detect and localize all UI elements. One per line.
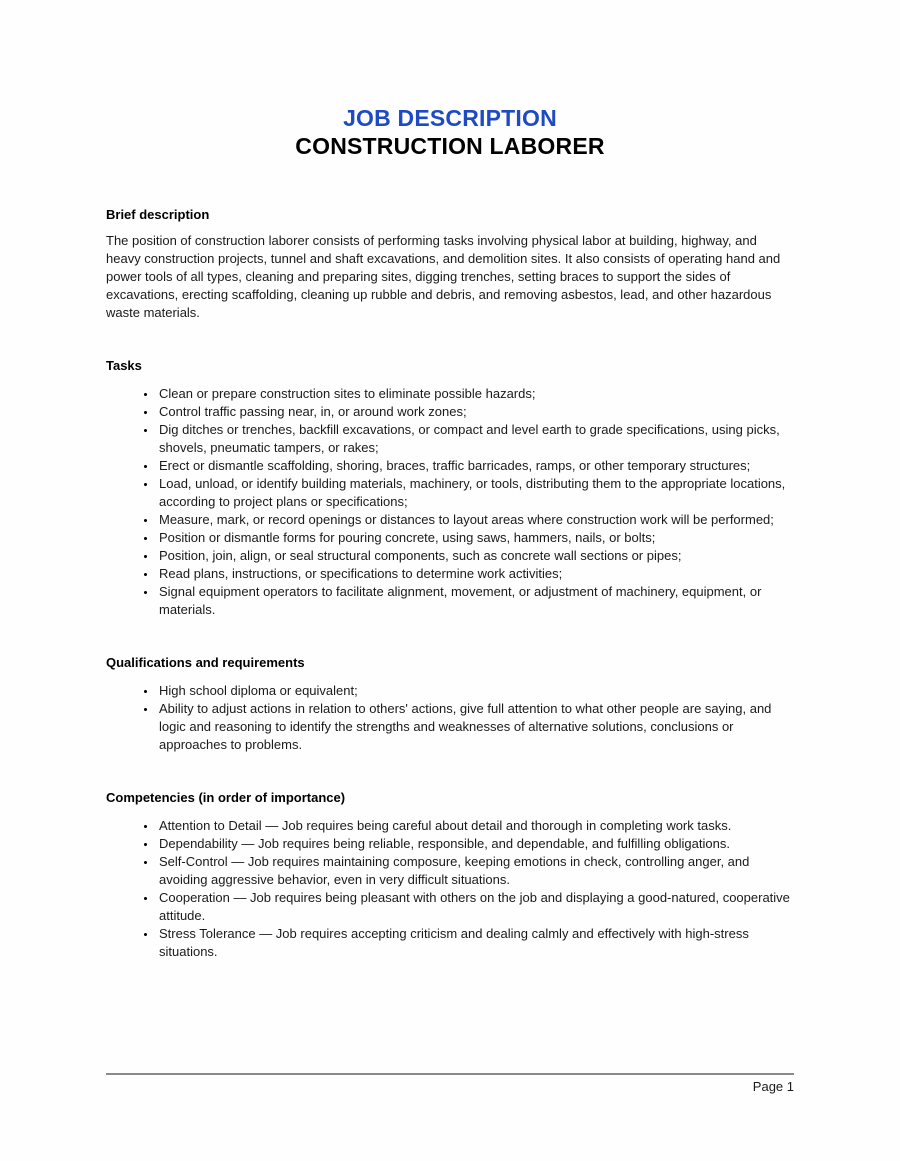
competency-item: • Dependability — Job requires being reliable, responsible, and dependable, and fulfilling obligations. — [157, 835, 794, 853]
task-item: • Erect or dismantle scaffolding, shoring, braces, traffic barricades, ramps, or other temporary structures; — [157, 457, 794, 475]
task-item: • Clean or prepare construction sites to eliminate possible hazards; — [157, 385, 794, 403]
section-competencies — [106, 789, 794, 961]
qualifications-heading: Qualifications and requirements — [106, 655, 305, 670]
brief-description-paragraph: The position of construction laborer consists of performing tasks involving physical labor at building, highway, and heavy construction projects, tunnel and shaft excavations, and demolition sites. It also consists of operating hand and power tools of all types, cleaning and preparing sites, digging trenches, setting braces to support the sides of excavations, erecting scaffolding, cleaning up rubble and debris, and removing asbestos, lead, and other hazardous waste materials. — [106, 233, 781, 320]
task-item: • Dig ditches or trenches, backfill excavations, or compact and level earth to grade specifications, using picks, shovels, pneumatic tampers, or rakes; — [157, 421, 794, 457]
title-block — [106, 104, 794, 160]
task-item: • Position or dismantle forms for pouring concrete, using saws, hammers, nails, or bolts; — [157, 529, 794, 547]
section-tasks — [106, 357, 794, 619]
competencies-list — [106, 817, 794, 961]
page-title-secondary: CONSTRUCTION LABORER — [295, 133, 605, 159]
section-qualifications — [106, 654, 794, 754]
qualifications-list — [106, 682, 794, 754]
qualification-item: • Ability to adjust actions in relation to others' actions, give full attention to what other people are saying, and logic and reasoning to identify the strengths and weaknesses of alternative solutions, conclusions or approaches to problems. — [157, 700, 794, 754]
task-item: • Position, join, align, or seal structural components, such as concrete wall sections or pipes; — [157, 547, 794, 565]
competency-item: • Stress Tolerance — Job requires accepting criticism and dealing calmly and effectively with high-stress situations. — [157, 925, 794, 961]
qualification-item: • High school diploma or equivalent; — [157, 682, 794, 700]
competency-item: • Attention to Detail — Job requires being careful about detail and thorough in completing work tasks. — [157, 817, 794, 835]
competency-item: • Cooperation — Job requires being pleasant with others on the job and displaying a good-natured, cooperative attitude. — [157, 889, 794, 925]
page-footer — [106, 1073, 794, 1095]
competency-item: • Self-Control — Job requires maintaining composure, keeping emotions in check, controlling anger, and avoiding aggressive behavior, even in very difficult situations. — [157, 853, 794, 889]
task-item: • Signal equipment operators to facilitate alignment, movement, or adjustment of machinery, equipment, or materials. — [157, 583, 794, 619]
page-number: Page 1 — [752, 1079, 794, 1094]
task-item: • Load, unload, or identify building materials, machinery, or tools, distributing them to the appropriate locations, according to project plans or specifications; — [157, 475, 794, 511]
section-brief-description — [106, 206, 794, 322]
page-title-primary: JOB DESCRIPTION — [343, 105, 557, 131]
brief-description-heading: Brief description — [106, 207, 210, 222]
task-item: • Control traffic passing near, in, or around work zones; — [157, 403, 794, 421]
tasks-list — [106, 385, 794, 619]
task-item: • Read plans, instructions, or specifications to determine work activities; — [157, 565, 794, 583]
tasks-heading: Tasks — [106, 358, 142, 373]
competencies-heading: Competencies (in order of importance) — [106, 790, 346, 805]
task-item: • Measure, mark, or record openings or distances to layout areas where construction work will be performed; — [157, 511, 794, 529]
